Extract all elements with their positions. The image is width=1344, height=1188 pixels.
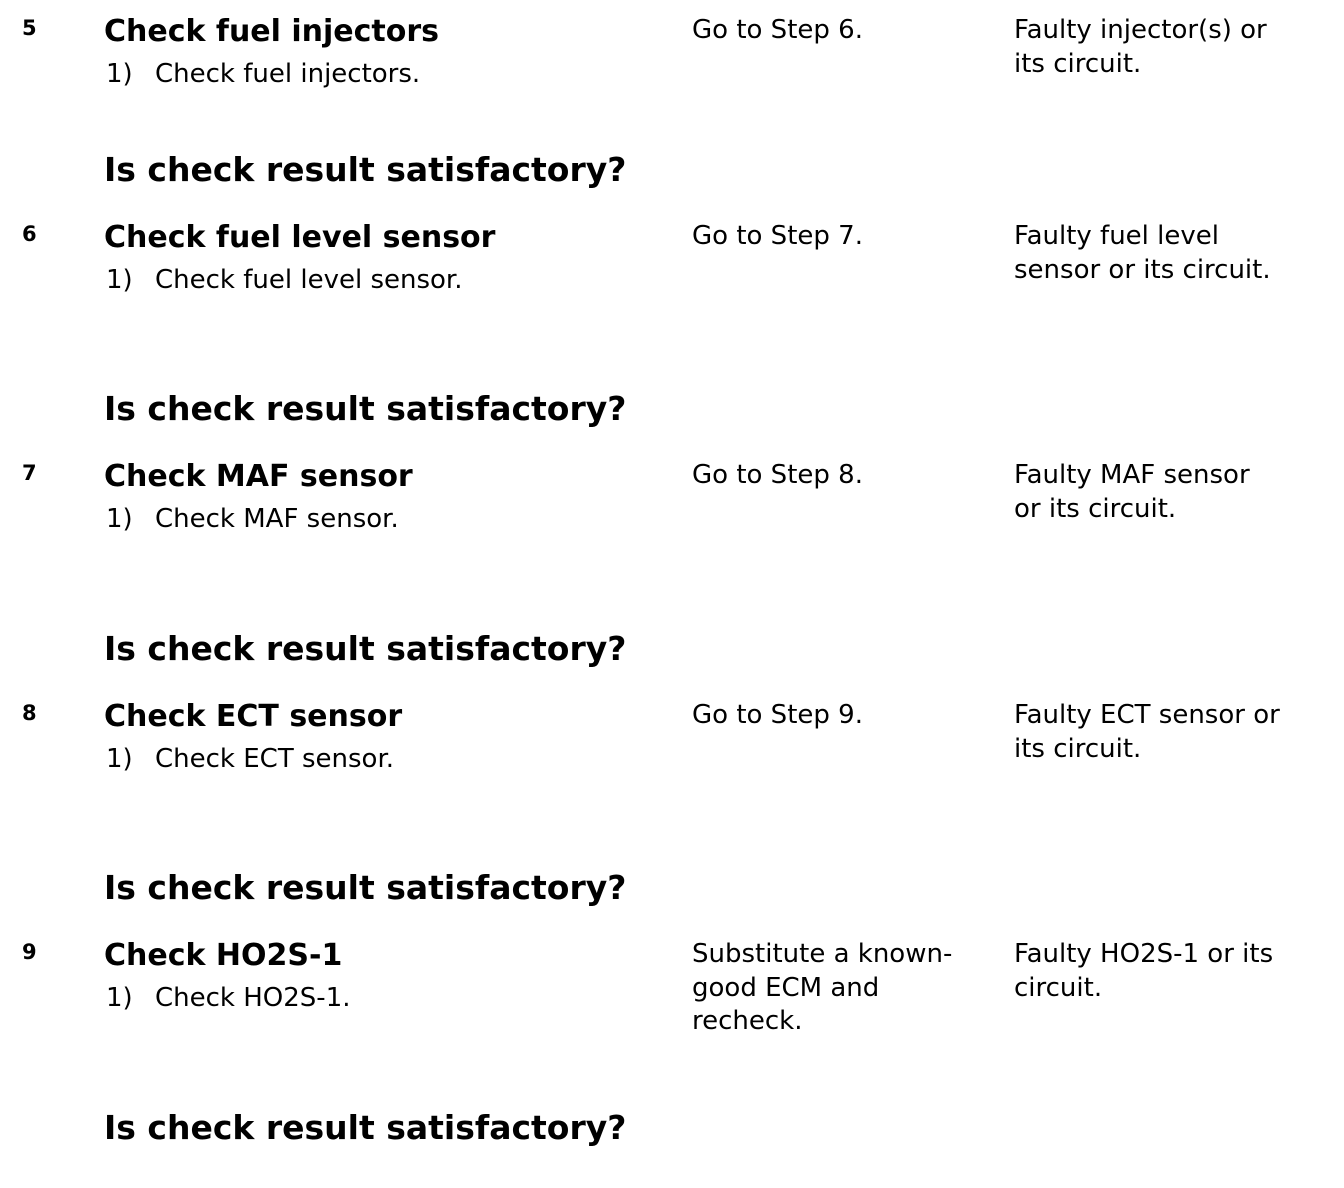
- step-number: 7: [22, 461, 37, 485]
- step-title: Check fuel injectors: [104, 14, 440, 49]
- step-sub-item: [106, 58, 420, 91]
- step-question: Is check result satisfactory?: [104, 868, 627, 907]
- sub-item-marker: 1): [106, 744, 133, 774]
- no-result: Faulty MAF sensor or its circuit.: [1014, 460, 1250, 524]
- yes-result: Go to Step 8.: [692, 460, 863, 490]
- yes-result: Substitute a known- good ECM and recheck.: [692, 939, 953, 1036]
- step-number: 6: [22, 222, 37, 246]
- step-sub-item: [106, 743, 394, 776]
- step-number: 8: [22, 701, 37, 725]
- sub-item-text: Check HO2S-1.: [155, 983, 351, 1013]
- yes-result: Go to Step 6.: [692, 15, 863, 45]
- no-result: Faulty injector(s) or its circuit.: [1014, 15, 1267, 79]
- yes-result: Go to Step 7.: [692, 221, 863, 251]
- sub-item-marker: 1): [106, 265, 133, 295]
- step-title: Check MAF sensor: [104, 459, 413, 494]
- sub-item-text: Check ECT sensor.: [155, 744, 395, 774]
- sub-item-text: Check MAF sensor.: [155, 504, 399, 534]
- no-result: Faulty fuel level sensor or its circuit.: [1014, 221, 1271, 285]
- no-result: Faulty HO2S-1 or its circuit.: [1014, 939, 1274, 1003]
- yes-result: Go to Step 9.: [692, 700, 863, 730]
- sub-item-text: Check fuel level sensor.: [155, 265, 463, 295]
- sub-item-marker: 1): [106, 59, 133, 89]
- sub-item-text: Check fuel injectors.: [155, 59, 421, 89]
- step-title: Check HO2S-1: [104, 938, 343, 973]
- step-question: Is check result satisfactory?: [104, 150, 627, 189]
- step-sub-item: [106, 982, 351, 1015]
- step-question: Is check result satisfactory?: [104, 629, 627, 668]
- no-result: Faulty ECT sensor or its circuit.: [1014, 700, 1280, 764]
- step-question: Is check result satisfactory?: [104, 389, 627, 428]
- step-question: Is check result satisfactory?: [104, 1108, 627, 1147]
- step-number: 5: [22, 16, 37, 40]
- step-title: Check ECT sensor: [104, 699, 403, 734]
- sub-item-marker: 1): [106, 983, 133, 1013]
- sub-item-marker: 1): [106, 504, 133, 534]
- step-sub-item: [106, 264, 463, 297]
- step-sub-item: [106, 503, 399, 536]
- step-number: 9: [22, 940, 37, 964]
- step-title: Check fuel level sensor: [104, 220, 496, 255]
